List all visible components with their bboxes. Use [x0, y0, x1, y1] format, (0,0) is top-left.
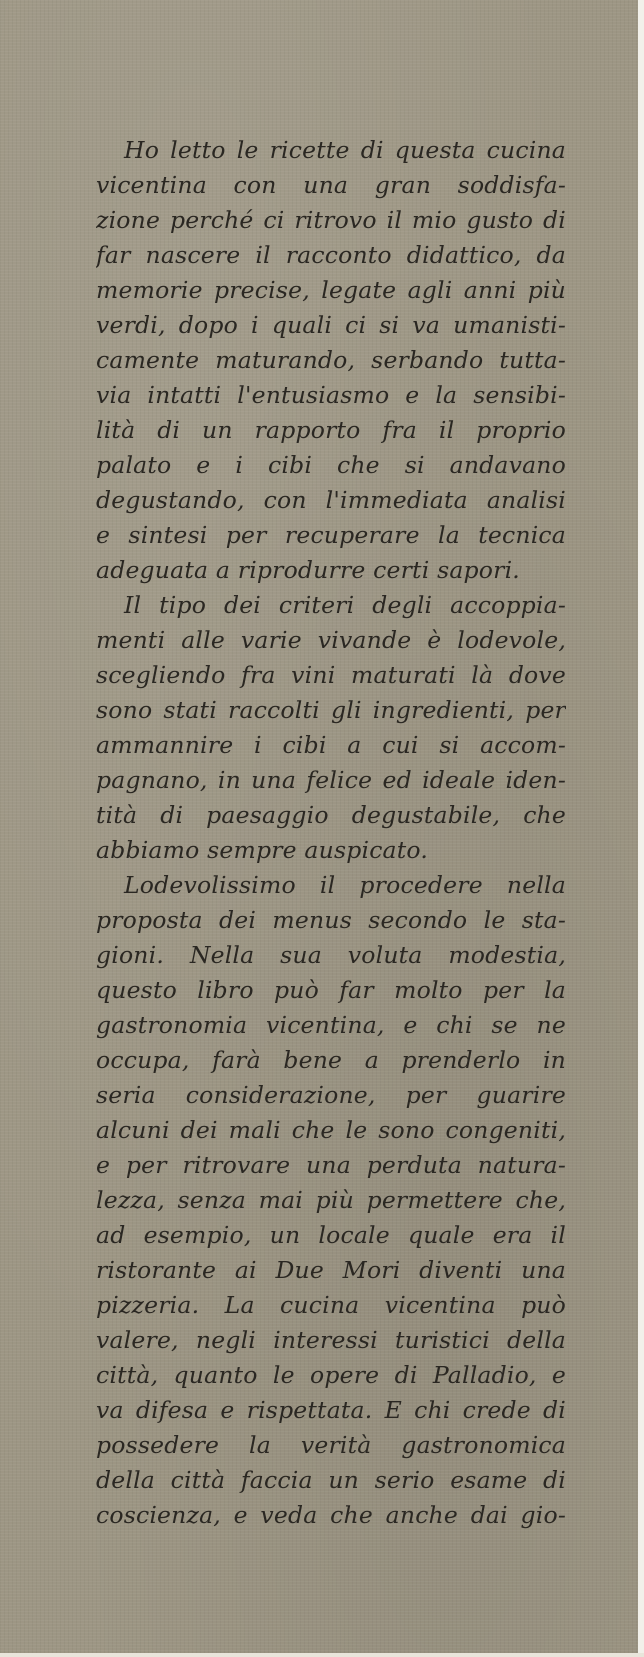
text-line: via intatti l'entusiasmo e la sensibi- — [96, 381, 566, 409]
text-line: adeguata a riprodurre certi sapori. — [96, 556, 520, 584]
paragraph-2 — [96, 588, 566, 868]
text-line: proposta dei menus secondo le sta- — [96, 906, 566, 934]
text-line: valere, negli interessi turistici della — [96, 1326, 566, 1354]
text-line: memorie precise, legate agli anni più — [96, 276, 566, 304]
text-line: lezza, senza mai più permettere che, — [96, 1186, 566, 1214]
text-line: verdi, dopo i quali ci si va umanisti- — [96, 311, 566, 339]
text-line: e per ritrovare una perduta natura- — [96, 1151, 566, 1179]
text-line: città, quanto le opere di Palladio, e — [96, 1361, 566, 1389]
text-line: palato e i cibi che si andavano — [96, 451, 566, 479]
text-line: e sintesi per recuperare la tecnica — [96, 521, 566, 549]
text-line: zione perché ci ritrovo il mio gusto di — [96, 206, 566, 234]
text-line: gastronomia vicentina, e chi se ne — [96, 1011, 566, 1039]
body-text — [96, 133, 566, 1533]
text-line: della città faccia un serio esame di — [96, 1466, 566, 1494]
text-line: possedere la verità gastronomica — [96, 1431, 566, 1459]
text-line: pizzeria. La cucina vicentina può — [96, 1291, 566, 1319]
text-line: lità di un rapporto fra il proprio — [96, 416, 566, 444]
text-line: degustando, con l'immediata analisi — [96, 486, 566, 514]
text-line: seria considerazione, per guarire — [96, 1081, 566, 1109]
page-edge-bottom — [0, 1653, 644, 1657]
text-line: menti alle varie vivande è lodevole, — [96, 626, 566, 654]
text-line: gioni. Nella sua voluta modestia, — [96, 941, 566, 969]
text-line: occupa, farà bene a prenderlo in — [96, 1046, 566, 1074]
text-line: questo libro può far molto per la — [96, 976, 566, 1004]
text-line: pagnano, in una felice ed ideale iden- — [96, 766, 566, 794]
paragraph-1 — [96, 133, 566, 588]
text-line: Lodevolissimo il procedere nella — [124, 871, 566, 899]
text-line: alcuni dei mali che le sono congeniti, — [96, 1116, 566, 1144]
text-line: Il tipo dei criteri degli accoppia- — [124, 591, 566, 619]
text-line: sono stati raccolti gli ingredienti, per — [96, 696, 566, 724]
text-line: camente maturando, serbando tutta- — [96, 346, 566, 374]
text-line: Ho letto le ricette di questa cucina — [124, 136, 566, 164]
text-line: ristorante ai Due Mori diventi una — [96, 1256, 566, 1284]
text-line: scegliendo fra vini maturati là dove — [96, 661, 566, 689]
text-line: far nascere il racconto didattico, da — [96, 241, 566, 269]
paragraph-3 — [96, 868, 566, 1533]
text-line: vicentina con una gran soddisfa- — [96, 171, 566, 199]
text-line: ammannire i cibi a cui si accom- — [96, 731, 566, 759]
text-line: abbiamo sempre auspicato. — [96, 836, 429, 864]
page-edge-right — [638, 0, 644, 1657]
text-line: coscienza, e veda che anche dai gio- — [96, 1501, 566, 1529]
text-line: va difesa e rispettata. E chi crede di — [96, 1396, 566, 1424]
text-line: tità di paesaggio degustabile, che — [96, 801, 566, 829]
text-line: ad esempio, un locale quale era il — [96, 1221, 566, 1249]
